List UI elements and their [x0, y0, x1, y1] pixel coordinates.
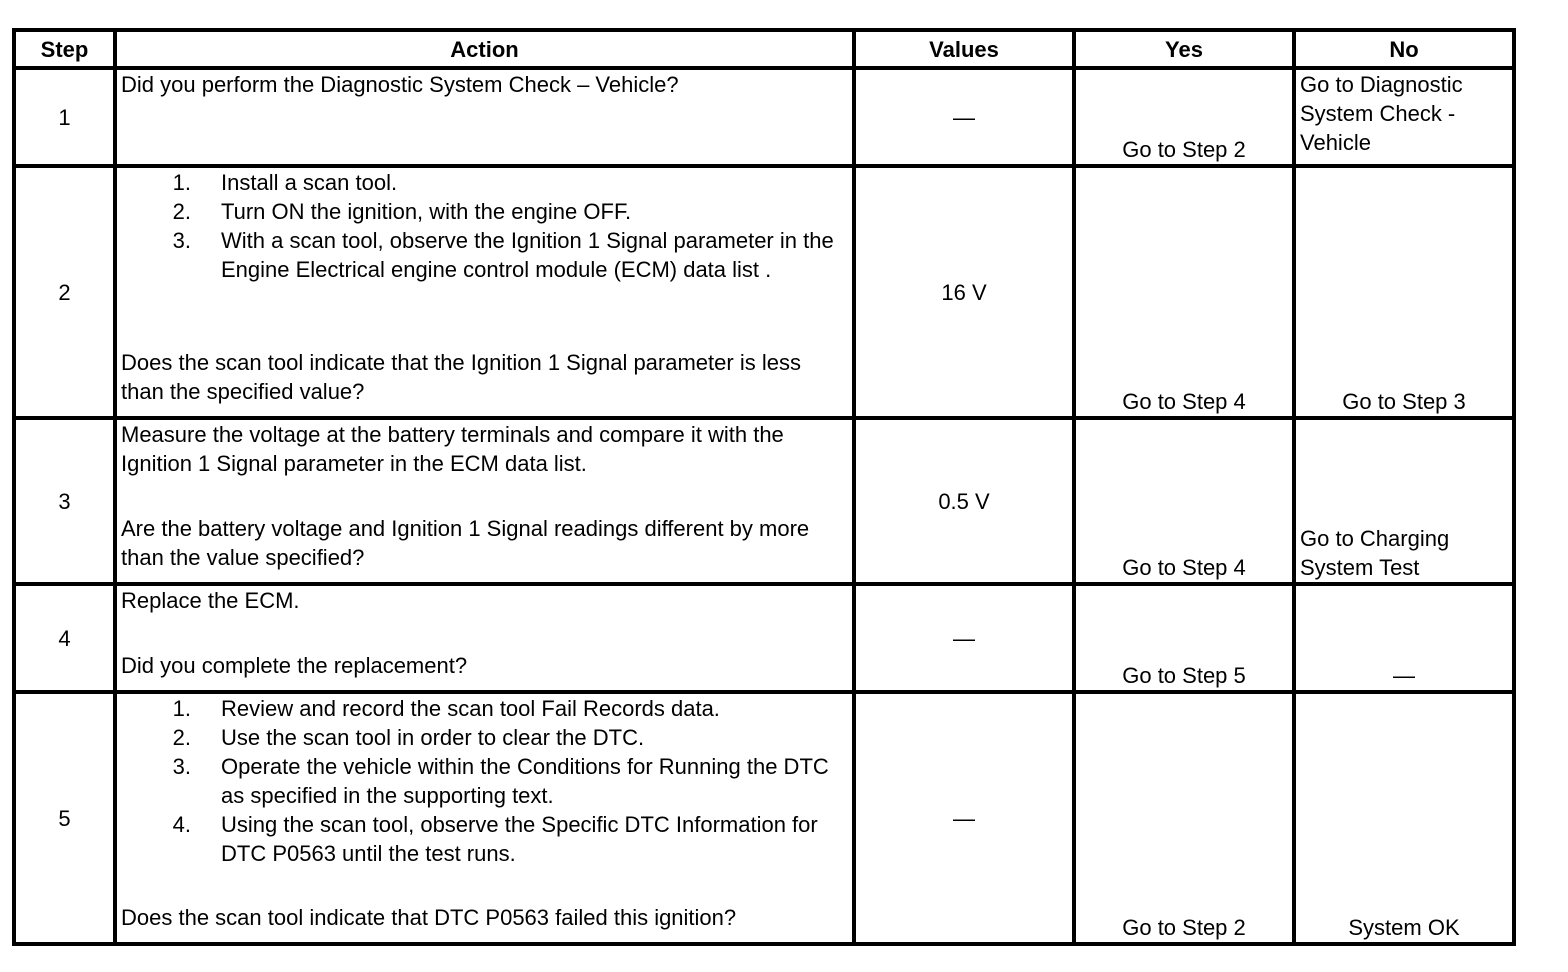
action-cell [115, 68, 854, 166]
action-text: Did you perform the Diagnostic System Check – Vehicle? [121, 72, 679, 97]
list-item: 1. Review and record the scan tool Fail Records data. [172, 696, 720, 721]
table-row [14, 68, 1514, 166]
action-steps [121, 168, 848, 284]
action-text: Replace the ECM. [121, 588, 300, 613]
no-cell: Go to Step 3 [1294, 166, 1514, 418]
action-cell [115, 166, 854, 418]
yes-cell: Go to Step 5 [1074, 584, 1294, 692]
no-cell: — [1294, 584, 1514, 692]
action-question: Does the scan tool indicate that DTC P0563 failed this ignition? [121, 905, 737, 930]
table-row [14, 584, 1514, 692]
value-cell: 0.5 V [854, 418, 1074, 584]
table-row [14, 166, 1514, 418]
action-cell [115, 418, 854, 584]
list-item: 3. Operate the vehicle within the Conditions for Running the DTC as specified in the supporting text. [172, 754, 829, 808]
value-cell: — [854, 692, 1074, 944]
action-question: Did you complete the replacement? [121, 653, 468, 678]
no-cell: Go to Diagnostic System Check - Vehicle [1294, 68, 1514, 166]
step-number: 4 [14, 584, 115, 692]
diagnostic-table [12, 28, 1516, 946]
header-yes: Yes [1074, 30, 1294, 68]
list-item: 2. Use the scan tool in order to clear the DTC. [172, 725, 645, 750]
step-number: 3 [14, 418, 115, 584]
header-values: Values [854, 30, 1074, 68]
yes-cell: Go to Step 4 [1074, 418, 1294, 584]
no-cell: System OK [1294, 692, 1514, 944]
table-row [14, 418, 1514, 584]
action-cell [115, 692, 854, 944]
no-cell: Go to Charging System Test [1294, 418, 1514, 584]
value-cell: 16 V [854, 166, 1074, 418]
list-item: 2. Turn ON the ignition, with the engine OFF. [172, 199, 632, 224]
value-cell: — [854, 68, 1074, 166]
yes-cell: Go to Step 2 [1074, 68, 1294, 166]
header-no: No [1294, 30, 1514, 68]
yes-cell: Go to Step 2 [1074, 692, 1294, 944]
header-step: Step [14, 30, 115, 68]
value-cell: — [854, 584, 1074, 692]
table-row [14, 692, 1514, 944]
step-number: 2 [14, 166, 115, 418]
action-steps [121, 694, 848, 868]
header-row [14, 30, 1514, 68]
step-number: 1 [14, 68, 115, 166]
list-item: 1. Install a scan tool. [172, 170, 398, 195]
yes-cell: Go to Step 4 [1074, 166, 1294, 418]
list-item: 3. With a scan tool, observe the Ignition 1 Signal parameter in the Engine Electrical engine control module (ECM) data list . [172, 228, 834, 282]
action-text: Measure the voltage at the battery terminals and compare it with the Ignition 1 Signal parameter in the ECM data list. [121, 422, 784, 476]
action-cell [115, 584, 854, 692]
header-action: Action [115, 30, 854, 68]
list-item: 4. Using the scan tool, observe the Specific DTC Information for DTC P0563 until the test runs. [172, 812, 818, 866]
action-question: Does the scan tool indicate that the Ignition 1 Signal parameter is less than the specified value? [121, 350, 801, 404]
action-question: Are the battery voltage and Ignition 1 Signal readings different by more than the value specified? [121, 516, 810, 570]
step-number: 5 [14, 692, 115, 944]
